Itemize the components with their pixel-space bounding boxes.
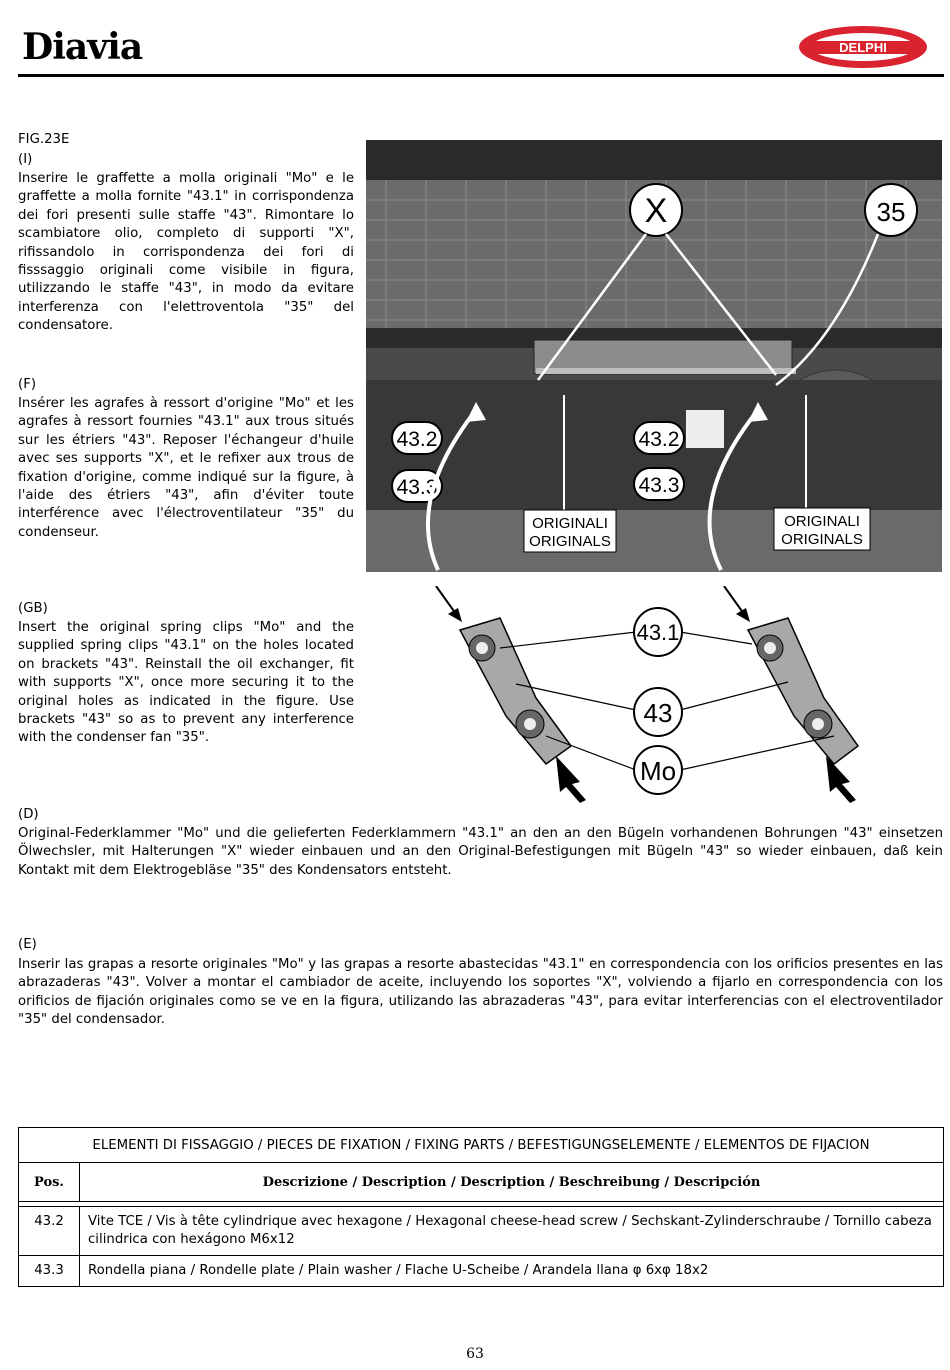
label-originali-left: ORIGINALI bbox=[532, 515, 608, 532]
table-row bbox=[19, 1207, 944, 1256]
col-pos-header: Pos. bbox=[19, 1163, 80, 1202]
label-mo: Mo bbox=[639, 756, 677, 786]
text-fr: Insérer les agrafes à ressort d'origine "Mo" et les agrafes à ressort fournies "43.1" aux trous situés sur les étriers "43". Reposer l'échangeur d'huile avec ses supports "X", et le refixer aux trous de fixation d'origine, comme indiqué sur la figure, à l'aide des étriers "43", afin d'éviter toute interférence avec l'électroventilateur "35" du condenseur. bbox=[18, 396, 354, 540]
figure-label: FIG.23E bbox=[18, 132, 70, 147]
lang-code-it: (I) bbox=[18, 152, 33, 167]
row-pos: 43.3 bbox=[19, 1256, 80, 1287]
label-433-right: 43.3 bbox=[638, 474, 680, 497]
label-432-left: 43.2 bbox=[396, 428, 438, 451]
col-desc-header: Descrizione / Description / Description / Beschreibung / Descripción bbox=[80, 1163, 944, 1202]
label-43: 43 bbox=[643, 698, 673, 728]
delphi-logo bbox=[797, 24, 929, 70]
label-432-right: 43.2 bbox=[638, 428, 680, 451]
text-gb: Insert the original spring clips "Mo" and the supplied spring clips "43.1" on the holes located on brackets "43". Reinstall the oil exchanger, fit with supports "X", once more securing it to the original holes as indicated in the figure. Use brackets "43" so as to prevent any interference with the condenser fan "35". bbox=[18, 620, 354, 746]
label-originals-right: ORIGINALS bbox=[781, 531, 863, 548]
lang-code-fr: (F) bbox=[18, 377, 37, 392]
delphi-logo-text: DELPHI bbox=[839, 40, 887, 55]
label-originals-left: ORIGINALS bbox=[529, 533, 611, 550]
row-pos: 43.2 bbox=[19, 1207, 80, 1256]
label-431: 43.1 bbox=[636, 620, 680, 645]
callout-35: 35 bbox=[876, 197, 906, 227]
text-de: Original-Federklammer "Mo" und die gelieferten Federklammern "43.1" an den an den Bügeln vorhandenen Bohrungen "43" einsetzen Ölwechsler, mit Halterungen "X" wieder einbauen und an den Original-Befestigungen mit Bügeln "43" so wieder einbauen, daß kein Kontakt mit dem Elektrogebläse "35" des Kondensators entsteht. bbox=[18, 826, 943, 878]
lang-code-de: (D) bbox=[18, 807, 39, 822]
bracket-diagram bbox=[396, 586, 896, 804]
header-rule bbox=[18, 74, 944, 77]
lang-code-es: (E) bbox=[18, 937, 37, 952]
text-it: Inserire le graffette a molla originali "Mo" e le graffette a molla fornite "43.1" in corrispondenza dei fori presenti sulle staffe "43". Rimontare lo scambiatore olio, completo di supporti "X", rifissandolo in corrispondenza dei fori di fisssaggio originali come visibile in figura, utilizzando le staffe "43", in modo da evitare interferenza con l'elettroventola "35" del condensatore. bbox=[18, 171, 354, 334]
label-originali-right: ORIGINALI bbox=[784, 513, 860, 530]
label-433-left: 43.3 bbox=[396, 476, 438, 499]
row-desc: Vite TCE / Vis à tête cylindrique avec hexagone / Hexagonal cheese-head screw / Sechskant-Zylinderschraube / Tornillo cabeza cilindrica con hexágono M6x12 bbox=[80, 1207, 944, 1256]
parts-table-title: ELEMENTI DI FISSAGGIO / PIECES DE FIXATION / FIXING PARTS / BEFESTIGUNGSELEMENTE / ELEMENTOS DE FIJACION bbox=[19, 1128, 944, 1163]
page-number: 63 bbox=[466, 1346, 484, 1362]
table-row bbox=[19, 1256, 944, 1287]
row-desc: Rondella piana / Rondelle plate / Plain washer / Flache U-Scheibe / Arandela llana φ 6xφ 18x2 bbox=[80, 1256, 944, 1287]
brand-logo: Diavia bbox=[22, 26, 143, 68]
parts-table bbox=[18, 1127, 944, 1287]
text-es: Inserir las grapas a resorte originales "Mo" y las grapas a resorte abastecidas "43.1" en correspondencia con los orificios presentes en las abrazaderas "43". Volver a montar el cambiador de aceite, incluyendo los soportes "X", volviendo a fijarlo en correspondencia con los orificios de fijación originales como se ve en la figura, utilizando las abrazaderas "43", para evitar interferencias con el electroventilador "35" del condensador. bbox=[18, 957, 943, 1028]
lang-code-gb: (GB) bbox=[18, 601, 48, 616]
installation-photo bbox=[366, 140, 942, 572]
callout-x: X bbox=[644, 192, 668, 230]
